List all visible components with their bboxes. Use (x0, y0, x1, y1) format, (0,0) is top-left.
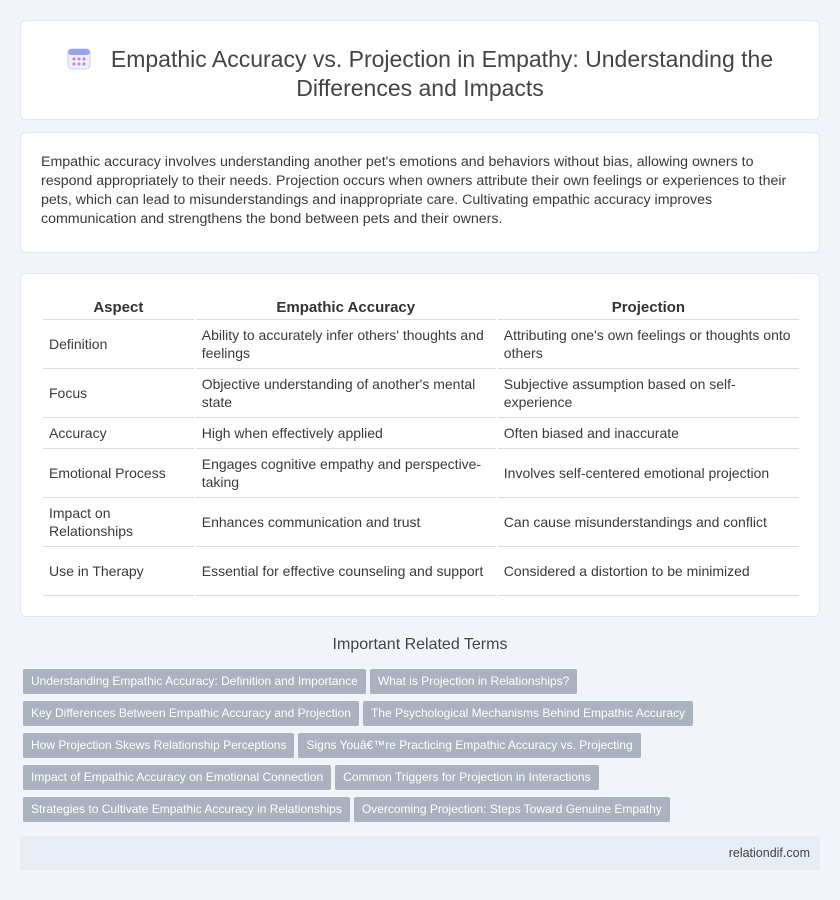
related-term-link[interactable]: Common Triggers for Projection in Interactions (335, 765, 598, 790)
table-cell: Focus (43, 369, 195, 418)
table-row (43, 320, 799, 369)
table-header-row (43, 295, 799, 320)
footer-site-link[interactable]: relationdif.com (728, 846, 810, 860)
table-cell: Use in Therapy (43, 547, 195, 596)
calendar-icon (67, 46, 91, 70)
table-cell: Ability to accurately infer others' thoughts and feelings (195, 320, 497, 369)
related-terms-list (23, 669, 813, 829)
header-empathic-accuracy: Empathic Accuracy (195, 295, 497, 320)
header-card (20, 20, 820, 120)
related-term-link[interactable]: Impact of Empathic Accuracy on Emotional Connection (23, 765, 331, 790)
tag-row (23, 797, 813, 829)
related-term-link[interactable]: Strategies to Cultivate Empathic Accuracy in Relationships (23, 797, 350, 822)
table-cell: Emotional Process (43, 449, 195, 498)
footer (20, 836, 820, 870)
related-term-link[interactable]: What is Projection in Relationships? (370, 669, 577, 694)
table-cell: Impact on Relationships (43, 498, 195, 547)
table-cell: Often biased and inaccurate (497, 418, 799, 449)
table-cell: Considered a distortion to be minimized (497, 547, 799, 596)
related-term-link[interactable]: Key Differences Between Empathic Accuracy and Projection (23, 701, 359, 726)
tag-row (23, 733, 813, 765)
table-cell: Engages cognitive empathy and perspective-taking (195, 449, 497, 498)
page-title (21, 45, 819, 103)
related-term-link[interactable]: Understanding Empathic Accuracy: Definition and Importance (23, 669, 366, 694)
header-aspect: Aspect (43, 295, 195, 320)
table-row (43, 418, 799, 449)
table-cell: Can cause misunderstandings and conflict (497, 498, 799, 547)
comparison-table (43, 295, 799, 596)
intro-paragraph: Empathic accuracy involves understanding another pet's emotions and behaviors without bias, allowing owners to respond appropriately to their needs. Projection occurs when owners attribute their own feelings or experiences to their pets, which can lead to misunderstandings and inappropriate care. Cultivating empathic accuracy improves communication and strengthens the bond between pets and their owners. (41, 154, 787, 227)
table-row (43, 449, 799, 498)
related-term-link[interactable]: Overcoming Projection: Steps Toward Genuine Empathy (354, 797, 670, 822)
table-cell: Involves self-centered emotional projection (497, 449, 799, 498)
tag-row (23, 701, 813, 733)
related-term-link[interactable]: Signs Youâ€™re Practicing Empathic Accuracy vs. Projecting (298, 733, 640, 758)
header-projection: Projection (497, 295, 799, 320)
table-row (43, 498, 799, 547)
table-cell: Essential for effective counseling and support (195, 547, 497, 596)
related-term-link[interactable]: The Psychological Mechanisms Behind Empathic Accuracy (363, 701, 693, 726)
table-row (43, 547, 799, 596)
related-terms-title: Important Related Terms (332, 636, 508, 653)
tag-row (23, 669, 813, 701)
table-row (43, 369, 799, 418)
table-cell: Accuracy (43, 418, 195, 449)
related-term-link[interactable]: How Projection Skews Relationship Perceptions (23, 733, 294, 758)
table-cell: High when effectively applied (195, 418, 497, 449)
table-cell: Subjective assumption based on self-experience (497, 369, 799, 418)
page-title-text: Empathic Accuracy vs. Projection in Empathy: Understanding the Differences and Impacts (110, 46, 774, 101)
table-cell: Objective understanding of another's mental state (195, 369, 497, 418)
tag-row (23, 765, 813, 797)
comparison-card (20, 273, 820, 617)
table-cell: Definition (43, 320, 195, 369)
intro-card (20, 132, 820, 253)
table-cell: Enhances communication and trust (195, 498, 497, 547)
header (21, 45, 819, 103)
table-cell: Attributing one's own feelings or thoughts onto others (497, 320, 799, 369)
